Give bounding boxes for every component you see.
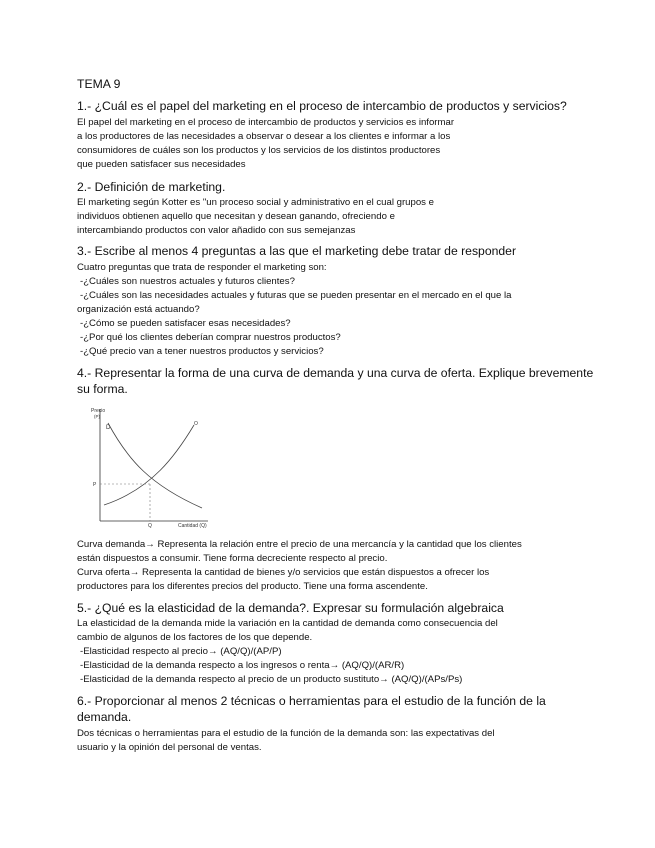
price-tick-label: P xyxy=(93,482,97,488)
question-6-cont: demanda. xyxy=(77,710,132,724)
answer-5-line: -Elasticidad respecto al precio→ (AQ/Q)/(AP/P) xyxy=(80,646,282,657)
question-4-cont: su forma. xyxy=(77,382,128,396)
y-axis-label-symbol: (P) xyxy=(94,414,100,419)
answer-3-line: -¿Cuáles son nuestros actuales y futuros clientes? xyxy=(80,276,295,287)
answer-2-line: intercambiando productos con valor añadido con sus semejanzas xyxy=(77,225,356,236)
supply-label: O xyxy=(194,421,198,427)
answer-5-line: -Elasticidad de la demanda respecto a los ingresos o renta→ (AQ/Q)/(AR/R) xyxy=(80,660,405,671)
x-axis-label: Cantidad (Q) xyxy=(178,523,207,529)
supply-demand-graph xyxy=(90,405,220,530)
answer-5-line: -Elasticidad de la demanda respecto al precio de un producto sustituto→ (AQ/Q)/(APs/Ps) xyxy=(80,674,463,685)
answer-3-line: -¿Cuáles son las necesidades actuales y futuras que se pueden presentar en el mercado en el que la xyxy=(80,290,512,301)
answer-6-line: Dos técnicas o herramientas para el estudio de la función de la demanda son: las expectativas del xyxy=(77,728,495,739)
answer-4-line: están dispuestos a consumir. Tiene forma decreciente respecto al precio. xyxy=(77,553,388,564)
question-5: 5.- ¿Qué es la elasticidad de la demanda?. Expresar su formulación algebraica xyxy=(77,601,504,615)
answer-1-line: que pueden satisfacer sus necesidades xyxy=(77,159,246,170)
answer-3-line: -¿Por qué los clientes deberían comprar nuestros productos? xyxy=(80,332,341,343)
question-2: 2.- Definición de marketing. xyxy=(77,180,226,194)
quantity-tick-label: Q xyxy=(148,523,152,529)
answer-5-line: cambio de algunos de los factores de los que depende. xyxy=(77,632,313,643)
answer-3-line: -¿Qué precio van a tener nuestros productos y servicios? xyxy=(80,346,324,357)
supply-curve xyxy=(104,425,194,505)
answer-5-line: La elasticidad de la demanda mide la variación en la cantidad de demanda como consecuencia del xyxy=(77,618,498,629)
answer-1-line: consumidores de cuáles son los productos y los servicios de los distintos productores xyxy=(77,145,441,156)
answer-4-line: productores para los diferentes precios del producto. Tiene una forma ascendente. xyxy=(77,581,428,592)
question-1: 1.- ¿Cuál es el papel del marketing en el proceso de intercambio de productos y servicios? xyxy=(77,99,567,113)
y-axis-label: Precio xyxy=(91,408,106,414)
answer-3-line: organización está actuando? xyxy=(77,304,200,315)
demand-label: D xyxy=(106,425,111,431)
answer-1-line: El papel del marketing en el proceso de intercambio de productos y servicios es informar xyxy=(77,117,455,128)
demand-curve xyxy=(108,423,202,508)
answer-2-line: El marketing según Kotter es "un proceso social y administrativo en el cual grupos e xyxy=(77,197,434,208)
answer-2-line: individuos obtienen aquello que necesitan y desean ganando, ofreciendo e xyxy=(77,211,395,222)
answer-4-line: Curva demanda→ Representa la relación entre el precio de una mercancía y la cantidad que los clientes xyxy=(77,539,522,550)
question-4: 4.- Representar la forma de una curva de demanda y una curva de oferta. Explique brevemente xyxy=(77,366,594,380)
answer-6-line: usuario y la opinión del personal de ventas. xyxy=(77,742,262,753)
question-6: 6.- Proporcionar al menos 2 técnicas o herramientas para el estudio de la función de la xyxy=(77,694,546,708)
answer-4-line: Curva oferta→ Representa la cantidad de bienes y/o servicios que están dispuestos a ofrecer los xyxy=(77,567,490,578)
question-3: 3.- Escribe al menos 4 preguntas a las que el marketing debe tratar de responder xyxy=(77,244,516,258)
answer-3-line: -¿Cómo se pueden satisfacer esas necesidades? xyxy=(80,318,291,329)
page-title: TEMA 9 xyxy=(77,77,121,91)
answer-3-line: Cuatro preguntas que trata de responder el marketing son: xyxy=(77,262,327,273)
answer-1-line: a los productores de las necesidades a observar o desear a los clientes e informar a los xyxy=(77,131,451,142)
